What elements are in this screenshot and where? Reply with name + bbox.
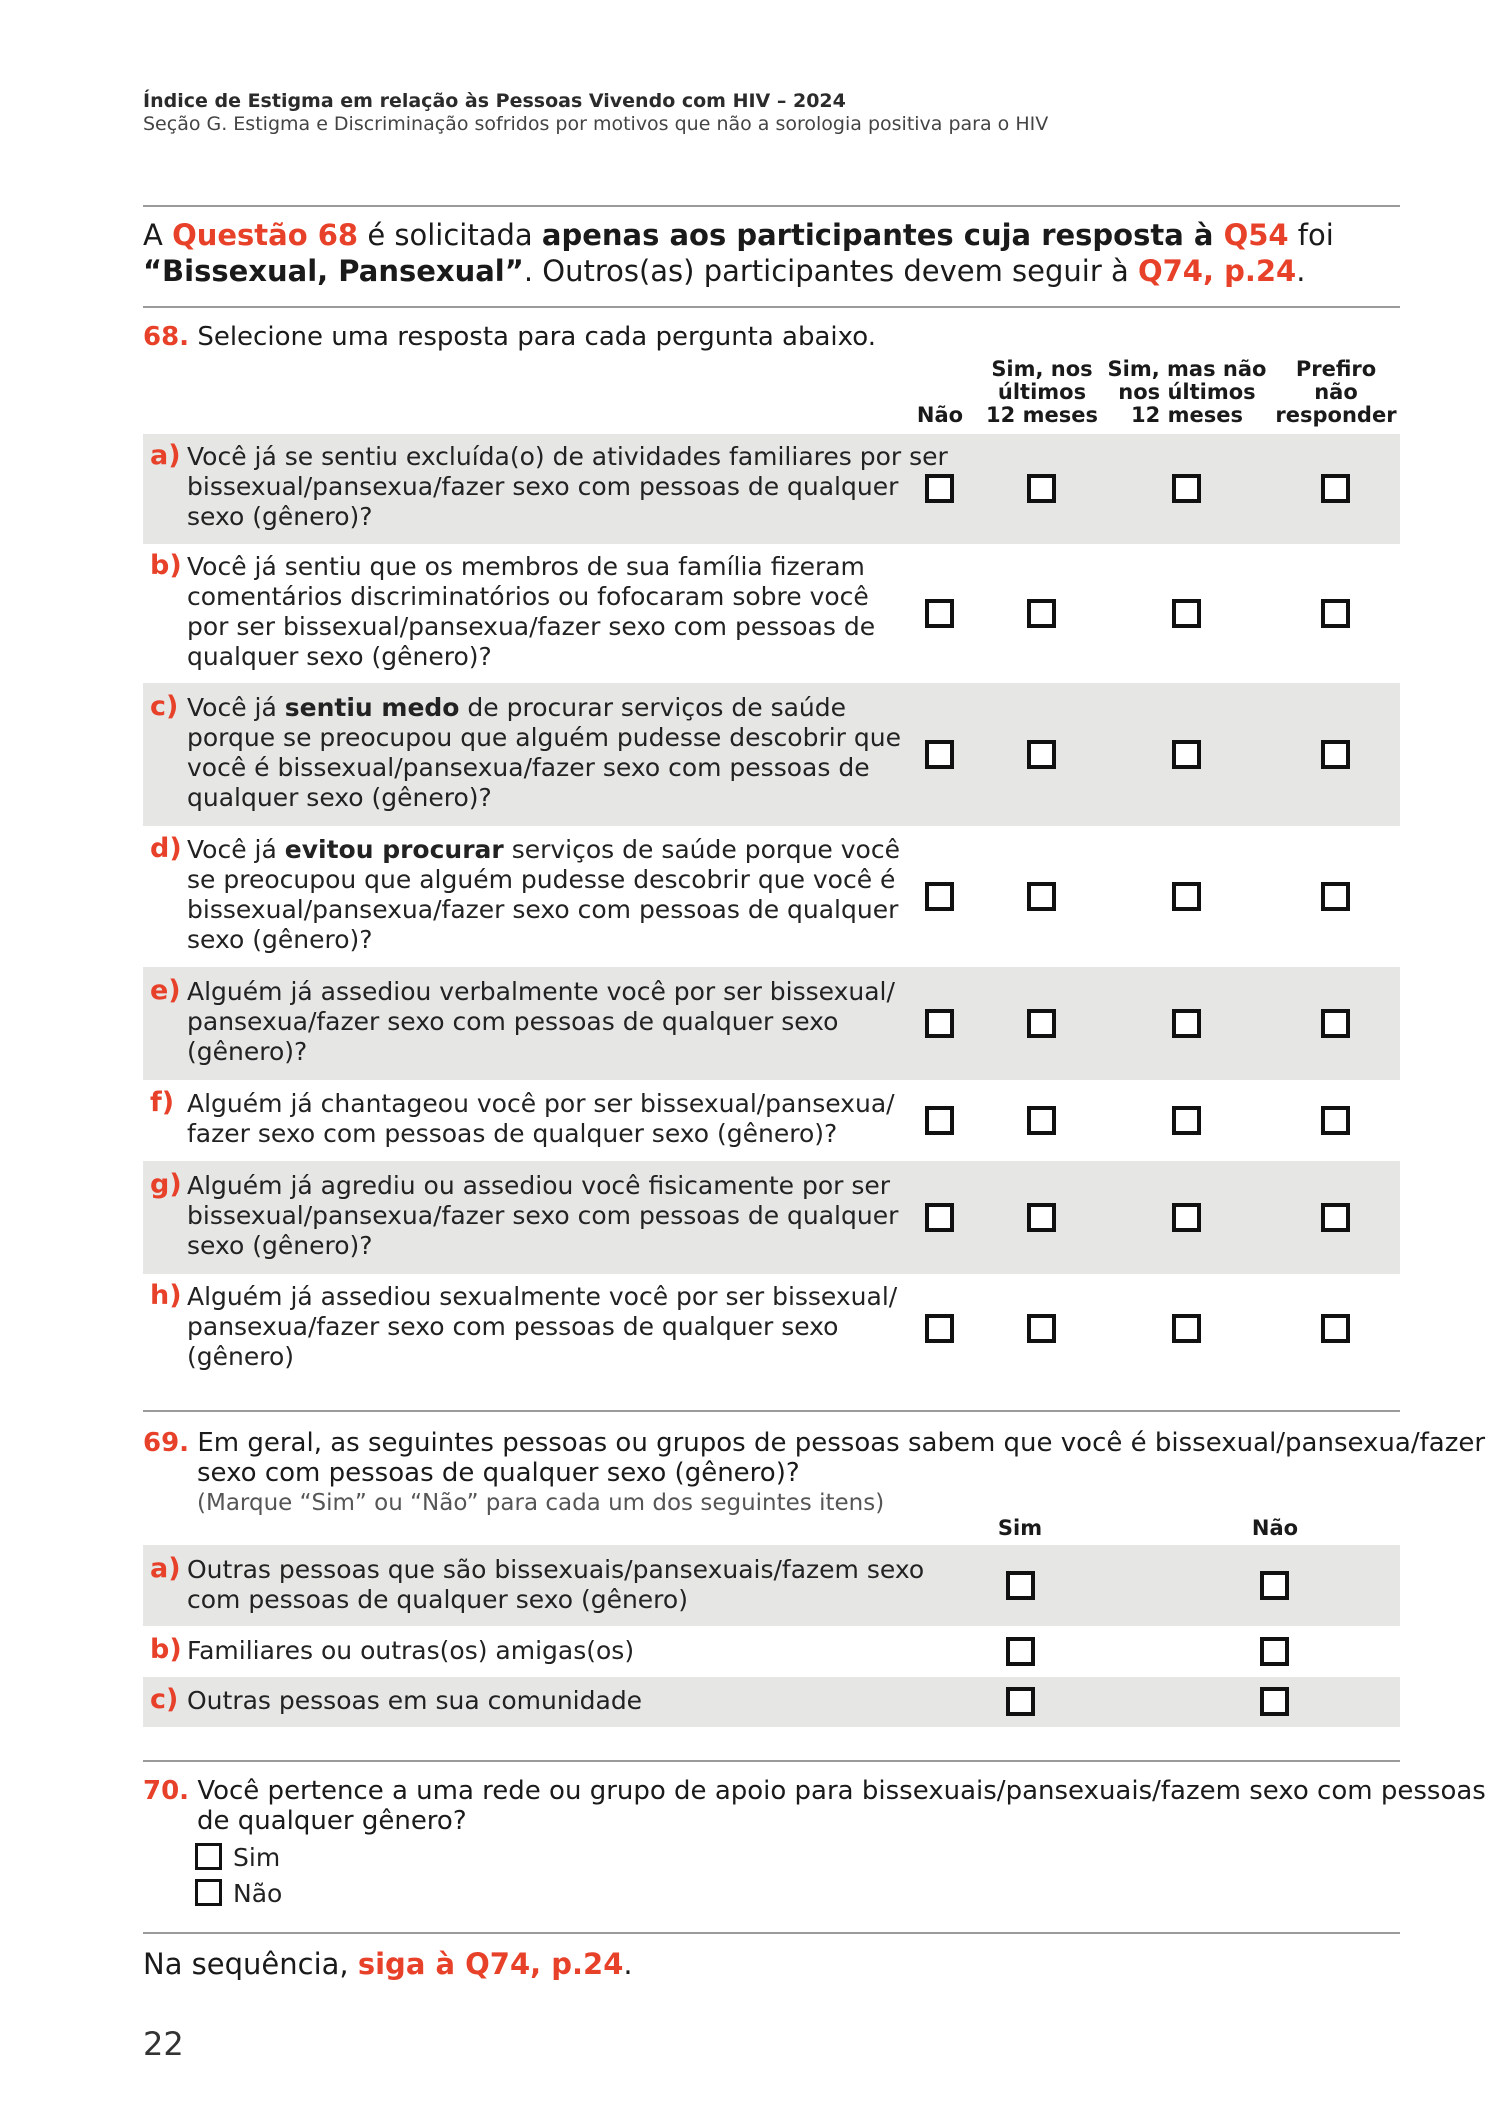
q68-d-option-3-checkbox[interactable]	[1172, 882, 1201, 911]
q69-c-nao-checkbox[interactable]	[1260, 1687, 1289, 1716]
divider	[143, 1410, 1400, 1412]
q68-h-option-3-checkbox[interactable]	[1172, 1314, 1201, 1343]
q68-d-option-1-checkbox[interactable]	[925, 882, 954, 911]
row-letter: c)	[150, 1684, 179, 1715]
q68-e-option-1-checkbox[interactable]	[925, 1009, 954, 1038]
row-letter: g)	[150, 1168, 182, 1200]
row-letter: d)	[150, 832, 182, 864]
page-number: 22	[143, 2025, 184, 2063]
q68-g-option-4-checkbox[interactable]	[1321, 1203, 1350, 1232]
row-question-text: Você já sentiu medo de procurar serviços de saúde porque se preocupou que alguém pudesse descobrir que você é bissexual/pansexua/fazer sexo com pessoas de qualquer sexo (gênero)?	[187, 692, 901, 812]
q68-e-option-3-checkbox[interactable]	[1172, 1009, 1201, 1038]
divider	[143, 1760, 1400, 1762]
row-question-text: Outras pessoas em sua comunidade	[187, 1686, 643, 1715]
row-letter: a)	[150, 440, 181, 471]
q70-option-sim-label: Sim	[233, 1843, 281, 1872]
question-69-instruction: (Marque “Sim” ou “Não” para cada um dos seguintes itens)	[197, 1490, 885, 1516]
question-68: 68. Selecione uma resposta para cada pergunta abaixo.	[143, 322, 876, 352]
q74-reference[interactable]: Q74, p.24	[1137, 254, 1297, 288]
q69-c-sim-checkbox[interactable]	[1006, 1687, 1035, 1716]
row-question-text: Alguém já chantageou você por ser bissexual/pansexua/ fazer sexo com pessoas de qualquer sexo (gênero)?	[187, 1088, 895, 1148]
column-header: Prefiro não responder	[1275, 357, 1397, 427]
row-question-text: Alguém já assediou verbalmente você por ser bissexual/ pansexua/fazer sexo com pessoas de qualquer sexo (gênero)?	[187, 976, 895, 1066]
question-69-line2: sexo com pessoas de qualquer sexo (gênero)?	[197, 1458, 800, 1488]
row-question-text: Alguém já agrediu ou assediou você fisicamente por ser bissexual/pansexua/fazer sexo com pessoas de qualquer sexo (gênero)?	[187, 1170, 899, 1260]
row-question-text: Alguém já assediou sexualmente você por ser bissexual/ pansexua/fazer sexo com pessoas de qualquer sexo (gênero)	[187, 1282, 898, 1371]
column-header: Não	[916, 403, 964, 427]
question-70-line2: de qualquer gênero?	[197, 1806, 467, 1836]
q68-f-option-3-checkbox[interactable]	[1172, 1106, 1201, 1135]
q68-f-option-2-checkbox[interactable]	[1027, 1106, 1056, 1135]
q68-g-option-1-checkbox[interactable]	[925, 1203, 954, 1232]
q68-a-option-1-checkbox[interactable]	[925, 474, 954, 503]
row-question-text: Você já evitou procurar serviços de saúde porque você se preocupou que alguém pudesse descobrir que você é bissexual/pansexua/fazer sexo com pessoas de qualquer sexo (gênero)?	[187, 834, 900, 954]
column-header: Sim, mas não nos últimos 12 meses	[1107, 357, 1267, 427]
row-letter: a)	[150, 1552, 181, 1584]
row-question-text: Outras pessoas que são bissexuais/pansexuais/fazem sexo com pessoas de qualquer sexo (gênero)	[187, 1554, 925, 1614]
q68-f-option-1-checkbox[interactable]	[925, 1106, 954, 1135]
divider	[143, 306, 1400, 308]
q68-h-option-1-checkbox[interactable]	[925, 1314, 954, 1343]
q68-a-option-2-checkbox[interactable]	[1027, 474, 1056, 503]
q68-e-option-2-checkbox[interactable]	[1027, 1009, 1056, 1038]
q68-a-option-3-checkbox[interactable]	[1172, 474, 1201, 503]
q68-g-option-3-checkbox[interactable]	[1172, 1203, 1201, 1232]
q68-h-option-4-checkbox[interactable]	[1321, 1314, 1350, 1343]
q70-option-nao-label: Não	[233, 1879, 283, 1908]
q68-d-option-2-checkbox[interactable]	[1027, 882, 1056, 911]
q69-a-sim-checkbox[interactable]	[1006, 1571, 1035, 1600]
q74-skip-link[interactable]: siga à Q74, p.24	[357, 1947, 624, 1981]
row-letter: f)	[150, 1086, 175, 1118]
row-letter: b)	[150, 1633, 182, 1665]
divider	[143, 1932, 1400, 1934]
row-letter: e)	[150, 974, 181, 1006]
column-header: Sim, nos últimos 12 meses	[986, 357, 1098, 427]
q68-e-option-4-checkbox[interactable]	[1321, 1009, 1350, 1038]
row-question-text: Você já se sentiu excluída(o) de atividades familiares por ser bissexual/pansexua/fazer sexo com pessoas de qualquer sexo (gênero)?	[187, 442, 948, 531]
q68-b-option-2-checkbox[interactable]	[1027, 599, 1056, 628]
q68-d-option-4-checkbox[interactable]	[1321, 882, 1350, 911]
question-69: 69. Em geral, as seguintes pessoas ou grupos de pessoas sabem que você é bissexual/pansexua/fazer	[143, 1428, 1486, 1458]
q69-a-nao-checkbox[interactable]	[1260, 1571, 1289, 1600]
skip-instruction: Na sequência, siga à Q74, p.24.	[143, 1947, 633, 1981]
divider	[143, 205, 1400, 207]
q68-b-option-3-checkbox[interactable]	[1172, 599, 1201, 628]
q68-b-option-1-checkbox[interactable]	[925, 599, 954, 628]
row-letter: c)	[150, 690, 179, 722]
q68-b-option-4-checkbox[interactable]	[1321, 599, 1350, 628]
q68-c-option-4-checkbox[interactable]	[1321, 740, 1350, 769]
q68-c-option-3-checkbox[interactable]	[1172, 740, 1201, 769]
column-header-nao: Não	[1251, 1516, 1299, 1540]
question-70: 70. Você pertence a uma rede ou grupo de apoio para bissexuais/pansexuais/fazem sexo com pessoas	[143, 1776, 1486, 1806]
row-letter: b)	[150, 549, 182, 581]
document-title: Índice de Estigma em relação às Pessoas Vivendo com HIV – 2024	[143, 90, 846, 112]
column-header-sim: Sim	[997, 1516, 1043, 1540]
q70-option-sim-checkbox[interactable]	[195, 1843, 222, 1870]
q68-f-option-4-checkbox[interactable]	[1321, 1106, 1350, 1135]
row-question-text: Familiares ou outras(os) amigas(os)	[187, 1635, 635, 1665]
intro-instruction: A Questão 68 é solicitada apenas aos participantes cuja resposta à Q54 foi “Bissexual, Pansexual”. Outros(as) participantes devem seguir à Q74, p.24.	[143, 218, 1334, 288]
row-letter: h)	[150, 1280, 182, 1311]
q68-h-option-2-checkbox[interactable]	[1027, 1314, 1056, 1343]
q68-g-option-2-checkbox[interactable]	[1027, 1203, 1056, 1232]
q68-c-option-2-checkbox[interactable]	[1027, 740, 1056, 769]
q69-b-nao-checkbox[interactable]	[1260, 1637, 1289, 1666]
q68-c-option-1-checkbox[interactable]	[925, 740, 954, 769]
q68-a-option-4-checkbox[interactable]	[1321, 474, 1350, 503]
q70-option-nao-checkbox[interactable]	[195, 1879, 222, 1906]
q69-b-sim-checkbox[interactable]	[1006, 1637, 1035, 1666]
row-question-text: Você já sentiu que os membros de sua família fizeram comentários discriminatórios ou fofocaram sobre você por ser bissexual/pansexua/fazer sexo com pessoas de qualquer sexo (gênero)?	[187, 551, 876, 671]
section-subtitle: Seção G. Estigma e Discriminação sofridos por motivos que não a sorologia positiva para o HIV	[143, 113, 1049, 135]
